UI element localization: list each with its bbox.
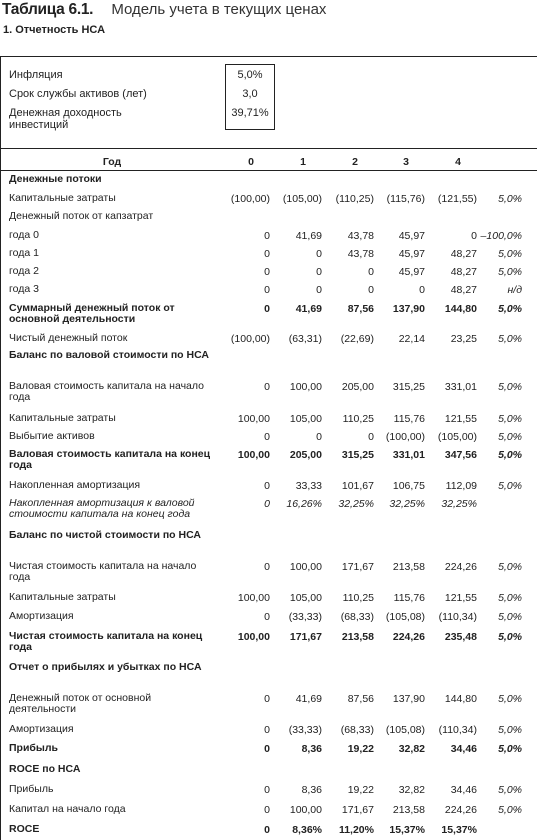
- year-4-cell: 48,27: [450, 248, 477, 260]
- year-0-cell: (100,00): [230, 333, 270, 345]
- row-label: года 1: [9, 247, 39, 259]
- growth-cell: 5,0%: [498, 413, 522, 425]
- growth-cell: 5,0%: [498, 381, 522, 393]
- year-3-cell: 15,37%: [389, 824, 425, 836]
- year-3-cell: (115,76): [386, 193, 425, 205]
- year-1-cell: (63,31): [288, 333, 322, 345]
- year-1-cell: 171,67: [289, 631, 322, 643]
- year-4-cell: 112,09: [445, 480, 477, 492]
- year-4-cell: 34,46: [450, 784, 477, 796]
- row-label: Накопленная амортизация: [9, 479, 141, 491]
- year-1-cell: 100,00: [289, 381, 322, 393]
- year-4-cell: 347,56: [444, 449, 477, 461]
- year-0-cell: 0: [264, 743, 270, 755]
- year-4-cell: 331,01: [444, 381, 477, 393]
- year-1-cell: (105,00): [282, 193, 322, 205]
- year-3-cell: 213,58: [392, 561, 425, 573]
- row-label: Баланс по чистой стоимости по НСА: [9, 529, 201, 541]
- year-3-cell: 137,90: [392, 303, 425, 315]
- year-0-cell: 0: [264, 431, 270, 443]
- year-2-cell: 0: [368, 431, 374, 443]
- param-value-cash-yield: 39,71%: [231, 107, 269, 119]
- year-2-cell: 110,25: [342, 592, 374, 604]
- growth-cell: 5,0%: [498, 303, 522, 315]
- param-label-inflation: Инфляция: [9, 69, 63, 81]
- row-label: Амортизация: [9, 723, 74, 735]
- year-3-cell: 32,82: [398, 743, 425, 755]
- year-2-cell: 11,20%: [338, 824, 374, 836]
- row-label: Валовая стоимость капитала на конец года: [9, 448, 211, 471]
- growth-cell: 5,0%: [498, 592, 522, 604]
- year-2-cell: 43,78: [347, 248, 374, 260]
- year-1-cell: 41,69: [295, 693, 322, 705]
- year-2-cell: 315,25: [341, 449, 374, 461]
- growth-cell: 5,0%: [498, 480, 522, 492]
- header-year-3: 3: [403, 156, 409, 168]
- year-4-cell: 121,55: [444, 413, 477, 425]
- year-3-cell: 45,97: [398, 248, 425, 260]
- header-year-4: 4: [455, 156, 461, 168]
- year-1-cell: 8,36%: [292, 824, 322, 836]
- year-0-cell: 0: [264, 693, 270, 705]
- growth-cell: 5,0%: [498, 333, 522, 345]
- year-3-cell: 115,76: [393, 592, 425, 604]
- growth-cell: 5,0%: [498, 784, 522, 796]
- row-label: Капитальные затраты: [9, 192, 116, 204]
- year-2-cell: 32,25%: [338, 498, 374, 510]
- year-4-cell: 0: [471, 230, 477, 242]
- year-4-cell: 224,26: [444, 561, 477, 573]
- year-2-cell: 0: [368, 284, 374, 296]
- growth-cell: 5,0%: [498, 724, 522, 736]
- param-label-cash-yield: Денежная доходность инвестиций: [9, 107, 122, 131]
- year-0-cell: 100,00: [237, 449, 270, 461]
- table-number: Таблица 6.1.: [2, 1, 94, 18]
- year-0-cell: 0: [264, 804, 270, 816]
- row-label: Прибыль: [9, 783, 54, 795]
- header-top-rule: [1, 148, 537, 149]
- year-0-cell: 0: [264, 784, 270, 796]
- growth-cell: 5,0%: [498, 431, 522, 443]
- year-4-cell: 15,37%: [441, 824, 477, 836]
- header-year-0: 0: [248, 156, 254, 168]
- table-title: [2, 0, 326, 20]
- year-2-cell: 171,67: [341, 561, 374, 573]
- param-value-inflation: 5,0%: [237, 69, 263, 81]
- growth-cell: 5,0%: [498, 631, 522, 643]
- year-0-cell: 0: [264, 498, 270, 510]
- year-2-cell: 110,25: [342, 413, 374, 425]
- year-1-cell: (33,33): [288, 611, 322, 623]
- row-label: Выбытие активов: [9, 430, 95, 442]
- row-label: Чистый денежный поток: [9, 332, 128, 344]
- year-1-cell: 0: [316, 284, 322, 296]
- year-2-cell: 0: [368, 266, 374, 278]
- row-label: Капитал на начало года: [9, 803, 126, 815]
- year-4-cell: (110,34): [438, 724, 477, 736]
- header-year-label: Год: [102, 156, 122, 168]
- year-1-cell: 41,69: [295, 230, 322, 242]
- section-heading: 1. Отчетность НСА: [3, 24, 106, 36]
- year-4-cell: 34,46: [450, 743, 477, 755]
- row-label: Чистая стоимость капитала на начало года: [9, 560, 197, 583]
- year-1-cell: 100,00: [289, 561, 322, 573]
- year-3-cell: (105,08): [385, 724, 425, 736]
- header-year-1: 1: [300, 156, 306, 168]
- year-0-cell: 0: [264, 611, 270, 623]
- year-3-cell: 45,97: [398, 230, 425, 242]
- row-label: Баланс по валовой стоимости по НСА: [9, 349, 210, 361]
- year-3-cell: 213,58: [392, 804, 425, 816]
- year-1-cell: 100,00: [289, 804, 322, 816]
- year-1-cell: 8,36: [301, 784, 322, 796]
- year-4-cell: (121,55): [437, 193, 477, 205]
- year-2-cell: (68,33): [340, 611, 374, 623]
- row-label: Чистая стоимость капитала на конец года: [9, 630, 203, 653]
- growth-cell: 5,0%: [498, 248, 522, 260]
- year-4-cell: 144,80: [444, 693, 477, 705]
- year-1-cell: 205,00: [289, 449, 322, 461]
- growth-cell: 5,0%: [498, 804, 522, 816]
- param-label-asset-life: Срок службы активов (лет): [9, 88, 147, 100]
- growth-cell: 5,0%: [498, 449, 522, 461]
- row-label: Амортизация: [9, 610, 74, 622]
- year-2-cell: 19,22: [347, 784, 374, 796]
- year-3-cell: (105,08): [385, 611, 425, 623]
- growth-cell: 5,0%: [498, 611, 522, 623]
- growth-cell: 5,0%: [498, 561, 522, 573]
- year-1-cell: 105,00: [289, 592, 322, 604]
- year-0-cell: 100,00: [237, 413, 270, 425]
- growth-cell: 5,0%: [498, 193, 522, 205]
- growth-cell: 5,0%: [498, 266, 522, 278]
- year-2-cell: 43,78: [347, 230, 374, 242]
- year-0-cell: 0: [264, 248, 270, 260]
- row-label: Денежный поток от основной деятельности: [9, 692, 152, 715]
- row-label: Отчет о прибылях и убытках по НСА: [9, 661, 202, 673]
- year-4-cell: 48,27: [450, 266, 477, 278]
- year-1-cell: 0: [316, 431, 322, 443]
- header-bottom-rule: [1, 170, 537, 171]
- year-3-cell: 22,14: [398, 333, 425, 345]
- row-label: ROCE: [9, 823, 40, 835]
- year-0-cell: (100,00): [230, 193, 270, 205]
- year-4-cell: 235,48: [444, 631, 477, 643]
- year-4-cell: (105,00): [437, 431, 477, 443]
- year-0-cell: 0: [264, 230, 270, 242]
- year-0-cell: 0: [264, 480, 270, 492]
- year-3-cell: 331,01: [392, 449, 425, 461]
- year-2-cell: (110,25): [335, 193, 374, 205]
- year-3-cell: 137,90: [392, 693, 425, 705]
- year-2-cell: 101,67: [341, 480, 374, 492]
- header-year-2: 2: [352, 156, 358, 168]
- year-4-cell: 144,80: [444, 303, 477, 315]
- year-3-cell: 32,25%: [389, 498, 425, 510]
- year-2-cell: 171,67: [341, 804, 374, 816]
- year-3-cell: 106,75: [392, 480, 425, 492]
- year-1-cell: 0: [316, 266, 322, 278]
- year-2-cell: 87,56: [347, 303, 374, 315]
- row-label: Денежные потоки: [9, 173, 102, 185]
- year-1-cell: 0: [316, 248, 322, 260]
- row-label: Суммарный денежный поток от основной деятельности: [9, 302, 175, 325]
- row-label: Накопленная амортизация к валовой стоимости капитала на конец года: [9, 497, 195, 520]
- year-4-cell: 48,27: [450, 284, 477, 296]
- row-label: года 2: [9, 265, 39, 277]
- year-2-cell: 87,56: [347, 693, 374, 705]
- year-1-cell: 41,69: [295, 303, 322, 315]
- row-label: Прибыль: [9, 742, 58, 754]
- year-1-cell: 33,33: [295, 480, 322, 492]
- year-0-cell: 0: [264, 284, 270, 296]
- year-2-cell: (22,69): [340, 333, 374, 345]
- year-4-cell: 23,25: [450, 333, 477, 345]
- row-label: года 3: [9, 283, 39, 295]
- year-3-cell: (100,00): [385, 431, 425, 443]
- year-3-cell: 45,97: [398, 266, 425, 278]
- year-2-cell: 19,22: [347, 743, 374, 755]
- year-0-cell: 0: [264, 266, 270, 278]
- year-1-cell: 8,36: [301, 743, 322, 755]
- year-2-cell: 205,00: [341, 381, 374, 393]
- year-1-cell: 105,00: [289, 413, 322, 425]
- year-3-cell: 0: [419, 284, 425, 296]
- year-4-cell: 32,25%: [441, 498, 477, 510]
- growth-cell: –100,0%: [480, 230, 522, 242]
- row-label: Капитальные затраты: [9, 412, 116, 424]
- year-0-cell: 0: [264, 561, 270, 573]
- year-0-cell: 0: [264, 824, 270, 836]
- year-4-cell: 121,55: [444, 592, 477, 604]
- year-0-cell: 0: [264, 303, 270, 315]
- year-2-cell: (68,33): [340, 724, 374, 736]
- year-4-cell: (110,34): [438, 611, 477, 623]
- year-0-cell: 100,00: [237, 631, 270, 643]
- year-3-cell: 224,26: [392, 631, 425, 643]
- row-label: года 0: [9, 229, 39, 241]
- year-3-cell: 32,82: [398, 784, 425, 796]
- year-0-cell: 0: [264, 381, 270, 393]
- year-1-cell: 16,26%: [286, 498, 322, 510]
- growth-cell: 5,0%: [498, 693, 522, 705]
- row-label: Капитальные затраты: [9, 591, 116, 603]
- year-4-cell: 224,26: [444, 804, 477, 816]
- table-caption: Модель учета в текущих ценах: [111, 1, 327, 18]
- year-3-cell: 315,25: [392, 381, 425, 393]
- growth-cell: н/д: [507, 284, 522, 296]
- year-2-cell: 213,58: [341, 631, 374, 643]
- row-label: ROCE по НСА: [9, 763, 81, 775]
- row-label: Денежный поток от капзатрат: [9, 210, 154, 222]
- year-0-cell: 100,00: [237, 592, 270, 604]
- growth-cell: 5,0%: [498, 743, 522, 755]
- year-3-cell: 115,76: [393, 413, 425, 425]
- year-0-cell: 0: [264, 724, 270, 736]
- year-1-cell: (33,33): [288, 724, 322, 736]
- row-label: Валовая стоимость капитала на начало года: [9, 380, 204, 403]
- param-value-asset-life: 3,0: [242, 88, 258, 100]
